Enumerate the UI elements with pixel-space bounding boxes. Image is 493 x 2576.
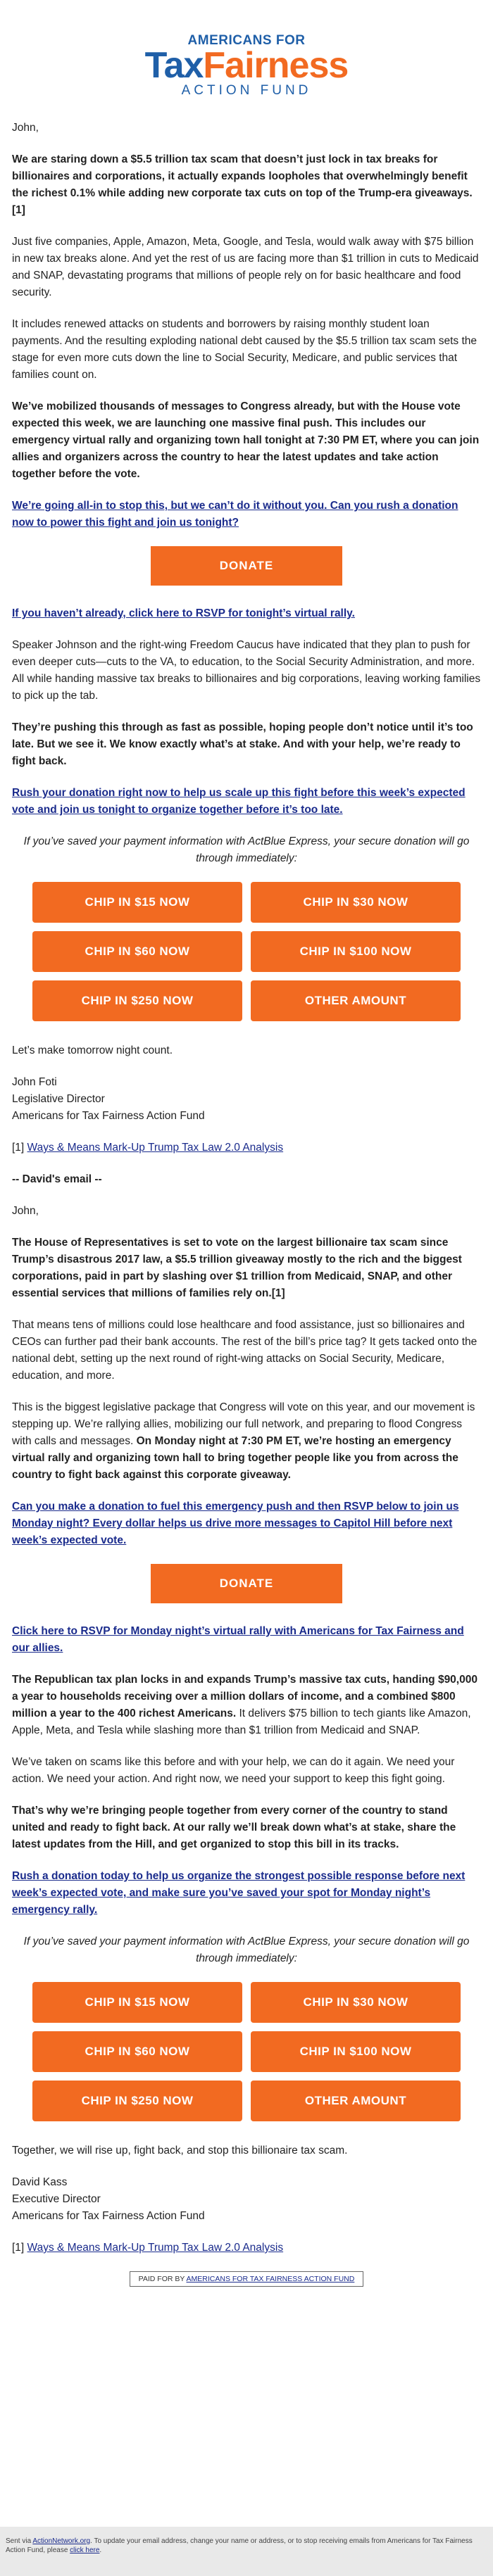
footer-fineprint xyxy=(6,2537,487,2555)
chip-in-30-button[interactable]: CHIP IN $30 NOW xyxy=(251,882,461,923)
closing-line: Together, we will rise up, fight back, and stop this billionaire tax scam. xyxy=(12,2145,348,2157)
closing-line: Let’s make tomorrow night count. xyxy=(12,1044,173,1056)
paragraph: We’ve taken on scams like this before and with your help, we can do it again. We need your action. We need your action. And right now, we need your support to keep this fight going. xyxy=(12,1756,455,1785)
paragraph: That’s why we’re bringing people together from every corner of the country to stand united and ready to fight back. At our rally we’ll break down what’s at stake, share the latest updates from the Hill, and get organized to stop this bill in its tracks. xyxy=(12,1805,456,1850)
logo-action-fund: ACTION FUND xyxy=(181,83,312,98)
footnote xyxy=(12,2240,481,2256)
logo-line-americans-for: AMERICANS FOR xyxy=(187,33,306,48)
signature-title: Legislative Director xyxy=(12,1093,105,1105)
rsvp-link[interactable]: If you haven’t already, click here to RSVP for tonight’s virtual rally. xyxy=(12,607,355,619)
paid-for-by-badge xyxy=(12,2271,481,2287)
signature-name: David Kass xyxy=(12,2176,68,2188)
fineprint-text: . To update your email address, change your name or address, or to stop receiving emails from Americans for Tax Fairness Action Fund, please xyxy=(6,2537,473,2554)
actblue-note: If you’ve saved your payment information with ActBlue Express, your secure donation will go through immediately: xyxy=(23,1936,470,1964)
chip-in-60-button[interactable]: CHIP IN $60 NOW xyxy=(32,931,242,972)
footnote-link[interactable]: Ways & Means Mark-Up Trump Tax Law 2.0 Analysis xyxy=(27,2242,284,2254)
rsvp-link[interactable]: Click here to RSVP for Monday night’s virtual rally with Americans for Tax Fairness and our allies. xyxy=(12,1625,464,1654)
paid-for-by-label: PAID FOR BY xyxy=(138,2275,185,2283)
footnote-number: [1] xyxy=(12,1142,25,1154)
footnote-link[interactable]: Ways & Means Mark-Up Trump Tax Law 2.0 Analysis xyxy=(27,1142,284,1154)
paragraph-intro: We are staring down a $5.5 trillion tax scam that doesn’t just lock in tax breaks for billionaires and corporations, it actually expands loopholes that overwhelmingly benefit the richest 0.1% while adding new corporate tax cuts on top of the Trump-era giveaways.[1] xyxy=(12,153,473,216)
chip-in-250-button[interactable]: CHIP IN $250 NOW xyxy=(32,980,242,1021)
paragraph-rally xyxy=(12,1399,481,1484)
donate-link[interactable]: Can you make a donation to fuel this emergency push and then RSVP below to join us Monday night? Every dollar helps us drive more messages to Capitol Hill before next week’s expected vote. xyxy=(12,1501,459,1546)
chip-in-100-button[interactable]: CHIP IN $100 NOW xyxy=(251,931,461,972)
fineprint-text: . xyxy=(99,2546,102,2554)
signature-title: Executive Director xyxy=(12,2193,101,2205)
paragraph: Speaker Johnson and the right-wing Freedom Caucus have indicated that they plan to push for even deeper cuts—cuts to the VA, to education, to the Social Security Administration, and more. All while handing massive tax breaks to billionaires and big corporations, leaving working families to pick up the tab. xyxy=(12,639,481,702)
logo-fairness: Fairness xyxy=(203,45,349,86)
other-amount-button[interactable]: OTHER AMOUNT xyxy=(251,980,461,1021)
signature xyxy=(12,2174,481,2225)
chip-in-15-button[interactable]: CHIP IN $15 NOW xyxy=(32,1982,242,2023)
footnote-number: [1] xyxy=(12,2242,25,2254)
paragraph: That means tens of millions could lose healthcare and food assistance, just so billionaires and CEOs can further pad their bank accounts. The rest of the bill’s price tag? It gets tacked onto the national debt, setting up the next round of right-wing attacks on Social Security, Medicare, education, and more. xyxy=(12,1319,478,1382)
paragraph: They’re pushing this through as fast as possible, hoping people don’t notice until it’s too late. But we see it. We know exactly what’s at stake. And with your help, we’re ready to fight back. xyxy=(12,721,473,767)
paragraph-rally-bold: On Monday night at 7:30 PM ET, we’re hosting an emergency virtual rally and organizing town hall to bring together people like you from across the country to fight back against this corporate giveaway. xyxy=(12,1435,458,1481)
paragraph-rally: We’ve mobilized thousands of messages to Congress already, but with the House vote expected this week, we are launching one massive final push. This includes our emergency virtual rally and organizing town hall tonight at 7:30 PM ET, where you can join allies and organizers across the country to hear the latest updates and take action together before the vote. xyxy=(12,400,480,480)
donate-link[interactable]: Rush your donation right now to help us scale up this fight before this week’s expected vote and join us tonight to organize together before it’s too late. xyxy=(12,787,466,816)
donate-link[interactable]: We’re going all-in to stop this, but we can’t do it without you. Can you rush a donation now to power this fight and join us tonight? xyxy=(12,500,458,529)
paragraph-intro: The House of Representatives is set to vote on the largest billionaire tax scam since Trump’s disastrous 2017 law, a $5.5 trillion giveaway mostly to the rich and the biggest corporations, paid in part by slashing over $1 trillion from Medicaid, SNAP, and other essential services that millions of families rely on.[1] xyxy=(12,1237,462,1299)
actionnetwork-link[interactable]: ActionNetwork.org xyxy=(32,2537,91,2545)
paid-for-by xyxy=(130,2271,364,2287)
paragraph-tax-plan-bold: The Republican tax plan locks in and expands Trump’s massive tax cuts, handing $90,000 a year to households receiving over a million dollars of income, and a combined $800 million a year to the 400 richest Americans. xyxy=(12,1674,478,1719)
chip-in-100-button[interactable]: CHIP IN $100 NOW xyxy=(251,2031,461,2072)
paragraph: It includes renewed attacks on students and borrowers by raising monthly student loan payments. And the resulting exploding national debt caused by the $5.5 trillion tax scam sets the stage for even more cuts down the line to Social Security, Medicare, and public services that families count on. xyxy=(12,318,478,381)
chip-in-60-button[interactable]: CHIP IN $60 NOW xyxy=(32,2031,242,2072)
signature-name: John Foti xyxy=(12,1076,57,1088)
chip-in-grid xyxy=(12,882,481,1021)
unsubscribe-link[interactable]: click here xyxy=(70,2546,100,2554)
paid-for-by-org-link[interactable]: AMERICANS FOR TAX FAIRNESS ACTION FUND xyxy=(186,2275,355,2283)
logo-tax-fairness xyxy=(0,45,493,86)
other-amount-button[interactable]: OTHER AMOUNT xyxy=(251,2081,461,2121)
paragraph: Just five companies, Apple, Amazon, Meta, Google, and Tesla, would walk away with $75 billion in new tax breaks alone. And yet the rest of us are facing more than $1 trillion in cuts to Medicaid and SNAP, devastating programs that millions of people rely on for basic healthcare and food security. xyxy=(12,236,479,298)
signature xyxy=(12,1074,481,1125)
donate-button[interactable]: DONATE xyxy=(151,546,342,586)
paragraph-rally-text: This is the biggest legislative package that Congress will vote on this year, and our movement is stepping up. We’re rallying allies, mobilizing our full network, and preparing to flood Congress with calls and messages. xyxy=(12,1401,475,1447)
paragraph-tax-plan-text: It delivers $75 billion to tech giants like Amazon, Apple, Meta, and Tesla while slashing more than $1 trillion from Medicaid and SNAP. xyxy=(12,1707,471,1736)
donate-link[interactable]: Rush a donation today to help us organize the strongest possible response before next week’s expected vote, and make sure you’ve saved your spot for Monday night’s emergency rally. xyxy=(12,1870,466,1916)
footnote xyxy=(12,1139,481,1156)
greeting: John, xyxy=(12,1205,39,1217)
email-separator: -- David's email -- xyxy=(12,1173,102,1185)
chip-in-250-button[interactable]: CHIP IN $250 NOW xyxy=(32,2081,242,2121)
chip-in-grid xyxy=(12,1982,481,2121)
chip-in-30-button[interactable]: CHIP IN $30 NOW xyxy=(251,1982,461,2023)
greeting: John, xyxy=(12,122,39,134)
atf-logo xyxy=(0,0,493,104)
actblue-note: If you’ve saved your payment information with ActBlue Express, your secure donation will go through immediately: xyxy=(23,835,470,864)
signature-org: Americans for Tax Fairness Action Fund xyxy=(12,2210,205,2222)
logo-tax: Tax xyxy=(144,45,204,86)
paragraph-tax-plan xyxy=(12,1672,481,1739)
fineprint-text: Sent via xyxy=(6,2537,33,2545)
chip-in-15-button[interactable]: CHIP IN $15 NOW xyxy=(32,882,242,923)
donate-button[interactable]: DONATE xyxy=(151,1564,342,1603)
signature-org: Americans for Tax Fairness Action Fund xyxy=(12,1110,205,1122)
